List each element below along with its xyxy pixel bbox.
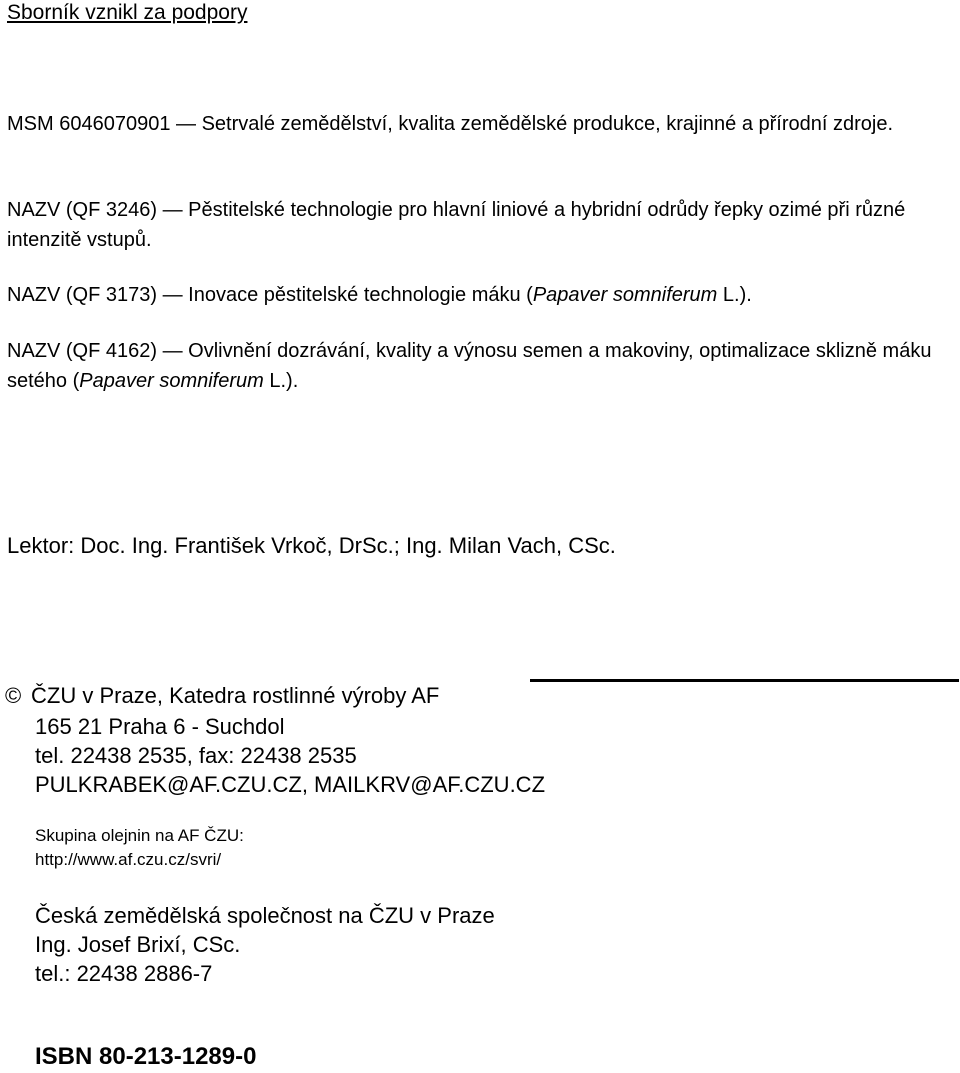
reviewers: Lektor: Doc. Ing. František Vrkoč, DrSc.; Ing. Milan Vach, CSc. bbox=[7, 533, 616, 558]
grant-code: NAZV (QF 3173) bbox=[7, 284, 158, 306]
grant-qf3246 bbox=[7, 195, 937, 255]
grant-text-before: Inovace pěstitelské technologie máku ( bbox=[188, 284, 533, 306]
society-phone: tel.: 22438 2886-7 bbox=[35, 961, 213, 986]
species-name: Papaver somniferum bbox=[532, 284, 718, 306]
publisher-emails: PULKRABEK@AF.CZU.CZ, MAILKRV@AF.CZU.CZ bbox=[35, 772, 546, 797]
grant-text-before: Ovlivnění dozrávání, kvality a výnosu semen a makoviny, optimalizace sklizně máku setého ( bbox=[7, 340, 932, 392]
group-name: Skupina olejnin na AF ČZU: bbox=[35, 826, 244, 845]
grant-text: Pěstitelské technologie pro hlavní liniové a hybridní odrůdy řepky ozimé při různé intenzitě vstupů. bbox=[7, 199, 906, 251]
society-name: Česká zemědělská společnost na ČZU v Praze bbox=[35, 903, 495, 928]
species-name: Papaver somniferum bbox=[79, 370, 264, 392]
grant-code: NAZV (QF 3246) bbox=[7, 199, 158, 221]
grant-qf3173 bbox=[7, 280, 937, 310]
publisher-address: 165 21 Praha 6 - Suchdol bbox=[35, 714, 285, 739]
grant-text: Setrvalé zemědělství, kvalita zemědělské produkce, krajinné a přírodní zdroje. bbox=[201, 113, 894, 135]
divider-line bbox=[530, 679, 959, 682]
grant-msm bbox=[7, 109, 937, 139]
grant-code: NAZV (QF 4162) bbox=[7, 340, 158, 362]
copyright-icon: © bbox=[5, 683, 22, 708]
grant-text-after: L.). bbox=[717, 284, 752, 306]
group-url[interactable]: http://www.af.czu.cz/svri/ bbox=[35, 850, 222, 869]
grant-qf4162 bbox=[7, 336, 937, 396]
grant-text-after: L.). bbox=[263, 370, 299, 392]
grant-dash: — bbox=[162, 340, 183, 362]
publisher-phone: tel. 22438 2535, fax: 22438 2535 bbox=[35, 743, 357, 768]
publisher-name-line bbox=[5, 683, 440, 709]
grant-dash: — bbox=[176, 113, 197, 135]
support-heading: Sborník vznikl za podpory bbox=[7, 1, 248, 24]
society-person: Ing. Josef Brixí, CSc. bbox=[35, 932, 241, 957]
publisher-name: ČZU v Praze, Katedra rostlinné výroby AF bbox=[31, 683, 440, 708]
isbn: ISBN 80-213-1289-0 bbox=[35, 1043, 257, 1070]
grant-code: MSM 6046070901 bbox=[7, 113, 171, 135]
grant-dash: — bbox=[162, 199, 183, 221]
grant-dash: — bbox=[162, 284, 183, 306]
